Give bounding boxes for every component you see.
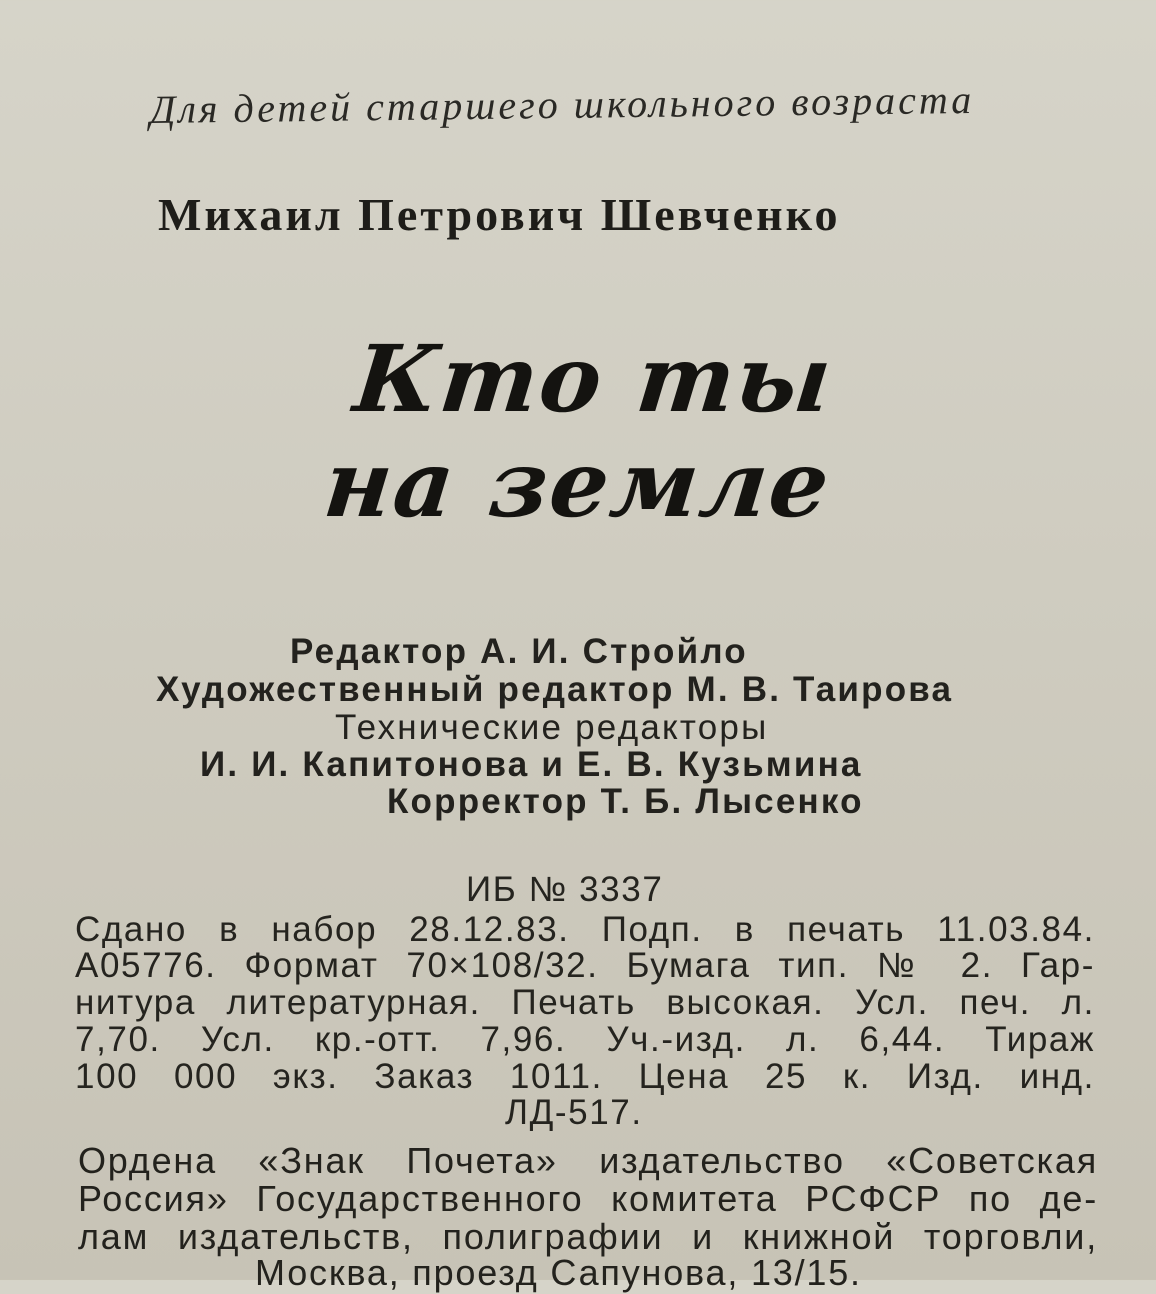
author-name: Михаил Петрович Шевченко xyxy=(158,189,841,240)
publisher-line: Ордена «Знак Почета» издательство «Советская xyxy=(78,1140,1098,1181)
publisher-line: лам издательств, полиграфии и книжной торговли, xyxy=(78,1216,1098,1257)
credit-proofreader: Корректор Т. Б. Лысенко xyxy=(387,782,864,821)
publisher-line: Москва, проезд Сапунова, 13/15. xyxy=(255,1252,862,1293)
credit-technical-editors-names: И. И. Капитонова и Е. В. Кузьмина xyxy=(200,745,863,784)
book-title-line-2: на земле xyxy=(319,430,836,538)
audience-note: Для детей старшего школьного возраста xyxy=(149,76,975,132)
imprint-line: 100 000 экз. Заказ 1011. Цена 25 к. Изд. инд. xyxy=(75,1057,1095,1096)
imprint-line: нитура литературная. Печать высокая. Усл. печ. л. xyxy=(75,983,1095,1022)
credit-technical-editors-heading: Технические редакторы xyxy=(335,708,769,747)
imprint-line: А05776. Формат 70×108/32. Бумага тип. № 2. Гар- xyxy=(75,946,1095,985)
credit-editor: Редактор А. И. Стройло xyxy=(290,632,748,671)
publisher-line: Россия» Государственного комитета РСФСР по де- xyxy=(78,1178,1098,1219)
imprint-line: Сдано в набор 28.12.83. Подп. в печать 11.03.84. xyxy=(75,910,1095,949)
credit-art-editor: Художественный редактор М. В. Таирова xyxy=(156,670,954,709)
imprint-line: ЛД-517. xyxy=(505,1093,643,1132)
ib-number: ИБ № 3337 xyxy=(466,870,664,909)
book-title-line-1: Кто ты xyxy=(349,325,839,433)
imprint-line: 7,70. Усл. кр.-отт. 7,96. Уч.-изд. л. 6,44. Тираж xyxy=(75,1020,1095,1059)
